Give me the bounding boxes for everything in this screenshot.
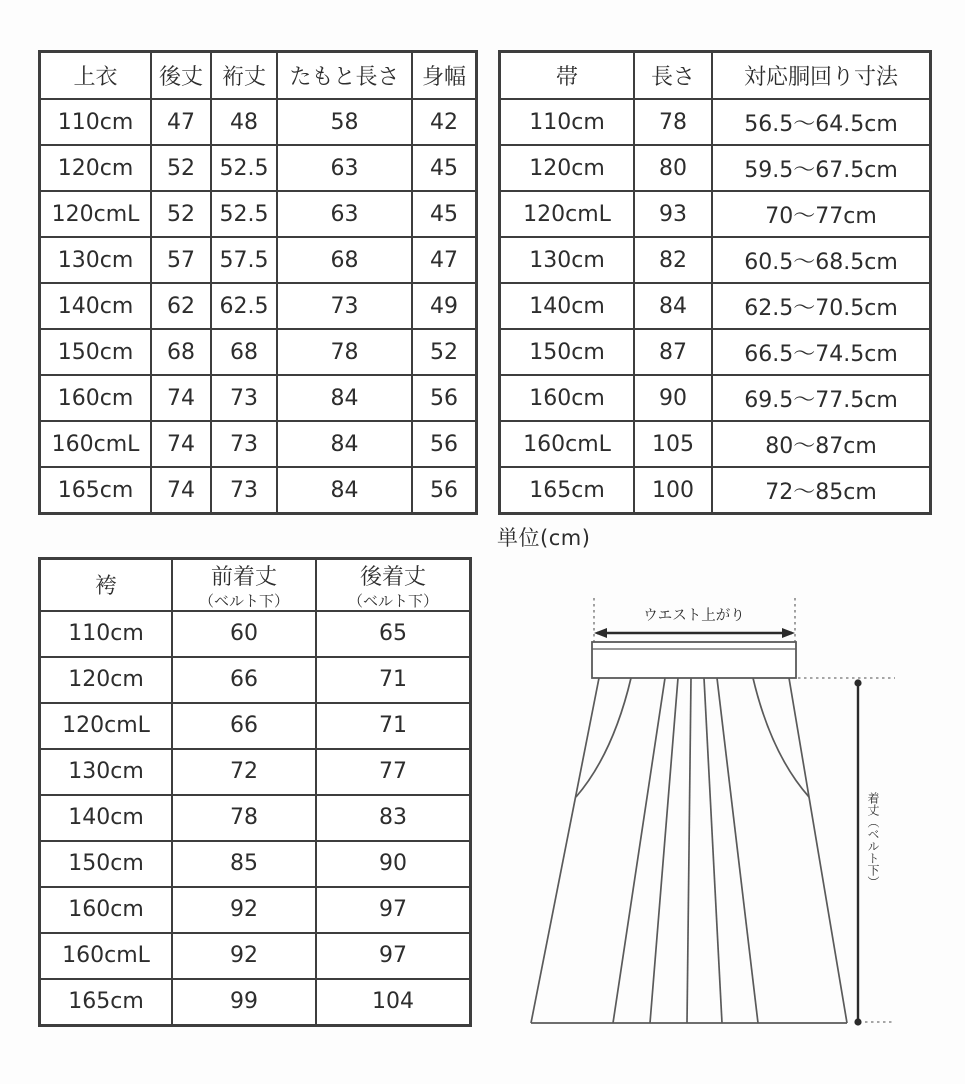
value-cell: 72 — [172, 749, 316, 795]
table-row — [40, 237, 477, 283]
value-cell: 104 — [316, 979, 471, 1026]
value-cell: 73 — [211, 467, 277, 514]
size-cell: 120cm — [40, 657, 173, 703]
value-cell: 73 — [211, 375, 277, 421]
size-cell: 120cm — [500, 145, 635, 191]
value-cell: 63 — [277, 191, 412, 237]
table-row — [40, 191, 477, 237]
pleat-line — [613, 678, 665, 1023]
size-cell: 160cm — [500, 375, 635, 421]
size-cell: 110cm — [40, 99, 152, 145]
value-cell: 84 — [277, 467, 412, 514]
pleat-line — [687, 678, 691, 1023]
value-cell: 93 — [634, 191, 712, 237]
value-cell: 77 — [316, 749, 471, 795]
size-cell: 140cm — [500, 283, 635, 329]
value-cell: 56 — [412, 375, 477, 421]
value-cell: 66.5〜74.5cm — [712, 329, 931, 375]
length-label: 着丈（ベルト下） — [866, 792, 880, 888]
table-row — [40, 979, 471, 1026]
pleat-line — [650, 678, 678, 1023]
value-cell: 84 — [277, 421, 412, 467]
size-cell: 150cm — [500, 329, 635, 375]
table-row — [40, 99, 477, 145]
table-row — [40, 421, 477, 467]
value-cell: 83 — [316, 795, 471, 841]
value-cell: 56 — [412, 467, 477, 514]
value-cell: 87 — [634, 329, 712, 375]
value-cell: 56.5〜64.5cm — [712, 99, 931, 145]
table-row — [40, 933, 471, 979]
size-cell: 140cm — [40, 283, 152, 329]
size-cell: 160cm — [40, 375, 152, 421]
table-row — [40, 611, 471, 657]
column-header: 上衣 — [40, 52, 152, 100]
size-cell: 160cmL — [40, 421, 152, 467]
value-cell: 105 — [634, 421, 712, 467]
value-cell: 78 — [172, 795, 316, 841]
value-cell: 71 — [316, 657, 471, 703]
column-header: たもと長さ — [277, 52, 412, 100]
size-cell: 130cm — [40, 237, 152, 283]
size-cell: 110cm — [500, 99, 635, 145]
size-cell: 165cm — [40, 467, 152, 514]
value-cell: 82 — [634, 237, 712, 283]
table-row — [40, 841, 471, 887]
table-row — [500, 467, 931, 514]
value-cell: 62 — [151, 283, 211, 329]
value-cell: 92 — [172, 933, 316, 979]
table-row — [40, 375, 477, 421]
value-cell: 47 — [151, 99, 211, 145]
value-cell: 62.5 — [211, 283, 277, 329]
column-header: 帯 — [500, 52, 635, 100]
value-cell: 73 — [277, 283, 412, 329]
size-cell: 120cmL — [40, 191, 152, 237]
table-row — [40, 283, 477, 329]
right-seam-line — [789, 678, 847, 1023]
value-cell: 74 — [151, 421, 211, 467]
header-row — [40, 52, 477, 100]
table-row — [500, 99, 931, 145]
value-cell: 84 — [277, 375, 412, 421]
left-vent-curve — [576, 678, 631, 797]
value-cell: 78 — [277, 329, 412, 375]
column-header: 前着丈 （ベルト下） — [172, 559, 316, 611]
header-row — [500, 52, 931, 100]
size-cell: 120cmL — [40, 703, 173, 749]
value-cell: 90 — [316, 841, 471, 887]
value-cell: 66 — [172, 657, 316, 703]
table-row — [40, 657, 471, 703]
value-cell: 92 — [172, 887, 316, 933]
measure-bottom-dot — [854, 1018, 861, 1025]
waist-label: ウエスト上がり — [643, 608, 745, 624]
left-seam-line — [531, 678, 599, 1023]
value-cell: 68 — [211, 329, 277, 375]
size-cell: 160cm — [40, 887, 173, 933]
value-cell: 80〜87cm — [712, 421, 931, 467]
column-header: 対応胴回り寸法 — [712, 52, 931, 100]
hakama-skirt — [531, 678, 847, 1023]
size-cell: 110cm — [40, 611, 173, 657]
value-cell: 84 — [634, 283, 712, 329]
value-cell: 97 — [316, 887, 471, 933]
table-row — [500, 421, 931, 467]
uwagi-size-table — [38, 50, 478, 515]
value-cell: 42 — [412, 99, 477, 145]
table-row — [500, 375, 931, 421]
table-row — [500, 237, 931, 283]
hakama-size-table — [38, 557, 472, 1027]
value-cell: 52 — [412, 329, 477, 375]
measure-top-dot — [854, 679, 861, 686]
column-header: 後丈 — [151, 52, 211, 100]
right-vent-curve — [753, 678, 809, 797]
value-cell: 80 — [634, 145, 712, 191]
waist-measure-arrow — [594, 628, 795, 638]
size-cell: 165cm — [500, 467, 635, 514]
value-cell: 65 — [316, 611, 471, 657]
size-cell: 130cm — [40, 749, 173, 795]
value-cell: 45 — [412, 191, 477, 237]
value-cell: 58 — [277, 99, 412, 145]
value-cell: 66 — [172, 703, 316, 749]
value-cell: 97 — [316, 933, 471, 979]
size-cell: 150cm — [40, 841, 173, 887]
arrowhead-left — [594, 628, 607, 638]
hakama-diagram-svg — [495, 562, 965, 1080]
size-cell: 130cm — [500, 237, 635, 283]
size-cell: 120cmL — [500, 191, 635, 237]
value-cell: 68 — [151, 329, 211, 375]
value-cell: 69.5〜77.5cm — [712, 375, 931, 421]
pleat-line — [717, 678, 758, 1023]
size-cell: 160cmL — [40, 933, 173, 979]
value-cell: 56 — [412, 421, 477, 467]
size-cell: 120cm — [40, 145, 152, 191]
size-cell: 150cm — [40, 329, 152, 375]
table-row — [40, 887, 471, 933]
value-cell: 52 — [151, 191, 211, 237]
table-row — [40, 145, 477, 191]
unit-note: 単位(cm) — [497, 526, 591, 550]
table-row — [500, 145, 931, 191]
size-cell: 165cm — [40, 979, 173, 1026]
column-header: 袴 — [40, 559, 173, 611]
hakama-diagram — [495, 562, 965, 1080]
value-cell: 52 — [151, 145, 211, 191]
column-header: 後着丈 （ベルト下） — [316, 559, 471, 611]
table-row — [40, 749, 471, 795]
value-cell: 57.5 — [211, 237, 277, 283]
size-cell: 160cmL — [500, 421, 635, 467]
value-cell: 45 — [412, 145, 477, 191]
value-cell: 48 — [211, 99, 277, 145]
table-row — [40, 467, 477, 514]
value-cell: 49 — [412, 283, 477, 329]
value-cell: 74 — [151, 467, 211, 514]
value-cell: 99 — [172, 979, 316, 1026]
value-cell: 100 — [634, 467, 712, 514]
value-cell: 70〜77cm — [712, 191, 931, 237]
table-row — [500, 283, 931, 329]
table-row — [500, 329, 931, 375]
column-header: 裄丈 — [211, 52, 277, 100]
value-cell: 73 — [211, 421, 277, 467]
column-header: 長さ — [634, 52, 712, 100]
value-cell: 59.5〜67.5cm — [712, 145, 931, 191]
value-cell: 68 — [277, 237, 412, 283]
value-cell: 72〜85cm — [712, 467, 931, 514]
table-row — [40, 795, 471, 841]
value-cell: 85 — [172, 841, 316, 887]
waistband — [592, 642, 796, 678]
value-cell: 57 — [151, 237, 211, 283]
value-cell: 78 — [634, 99, 712, 145]
header-row — [40, 559, 471, 611]
value-cell: 60.5〜68.5cm — [712, 237, 931, 283]
value-cell: 60 — [172, 611, 316, 657]
value-cell: 90 — [634, 375, 712, 421]
size-cell: 140cm — [40, 795, 173, 841]
value-cell: 74 — [151, 375, 211, 421]
value-cell: 62.5〜70.5cm — [712, 283, 931, 329]
value-cell: 71 — [316, 703, 471, 749]
arrowhead-right — [782, 628, 795, 638]
value-cell: 52.5 — [211, 145, 277, 191]
table-row — [40, 329, 477, 375]
value-cell: 63 — [277, 145, 412, 191]
value-cell: 47 — [412, 237, 477, 283]
table-row — [500, 191, 931, 237]
column-header: 身幅 — [412, 52, 477, 100]
table-row — [40, 703, 471, 749]
value-cell: 52.5 — [211, 191, 277, 237]
obi-size-table — [498, 50, 932, 515]
pleat-line — [704, 678, 722, 1023]
